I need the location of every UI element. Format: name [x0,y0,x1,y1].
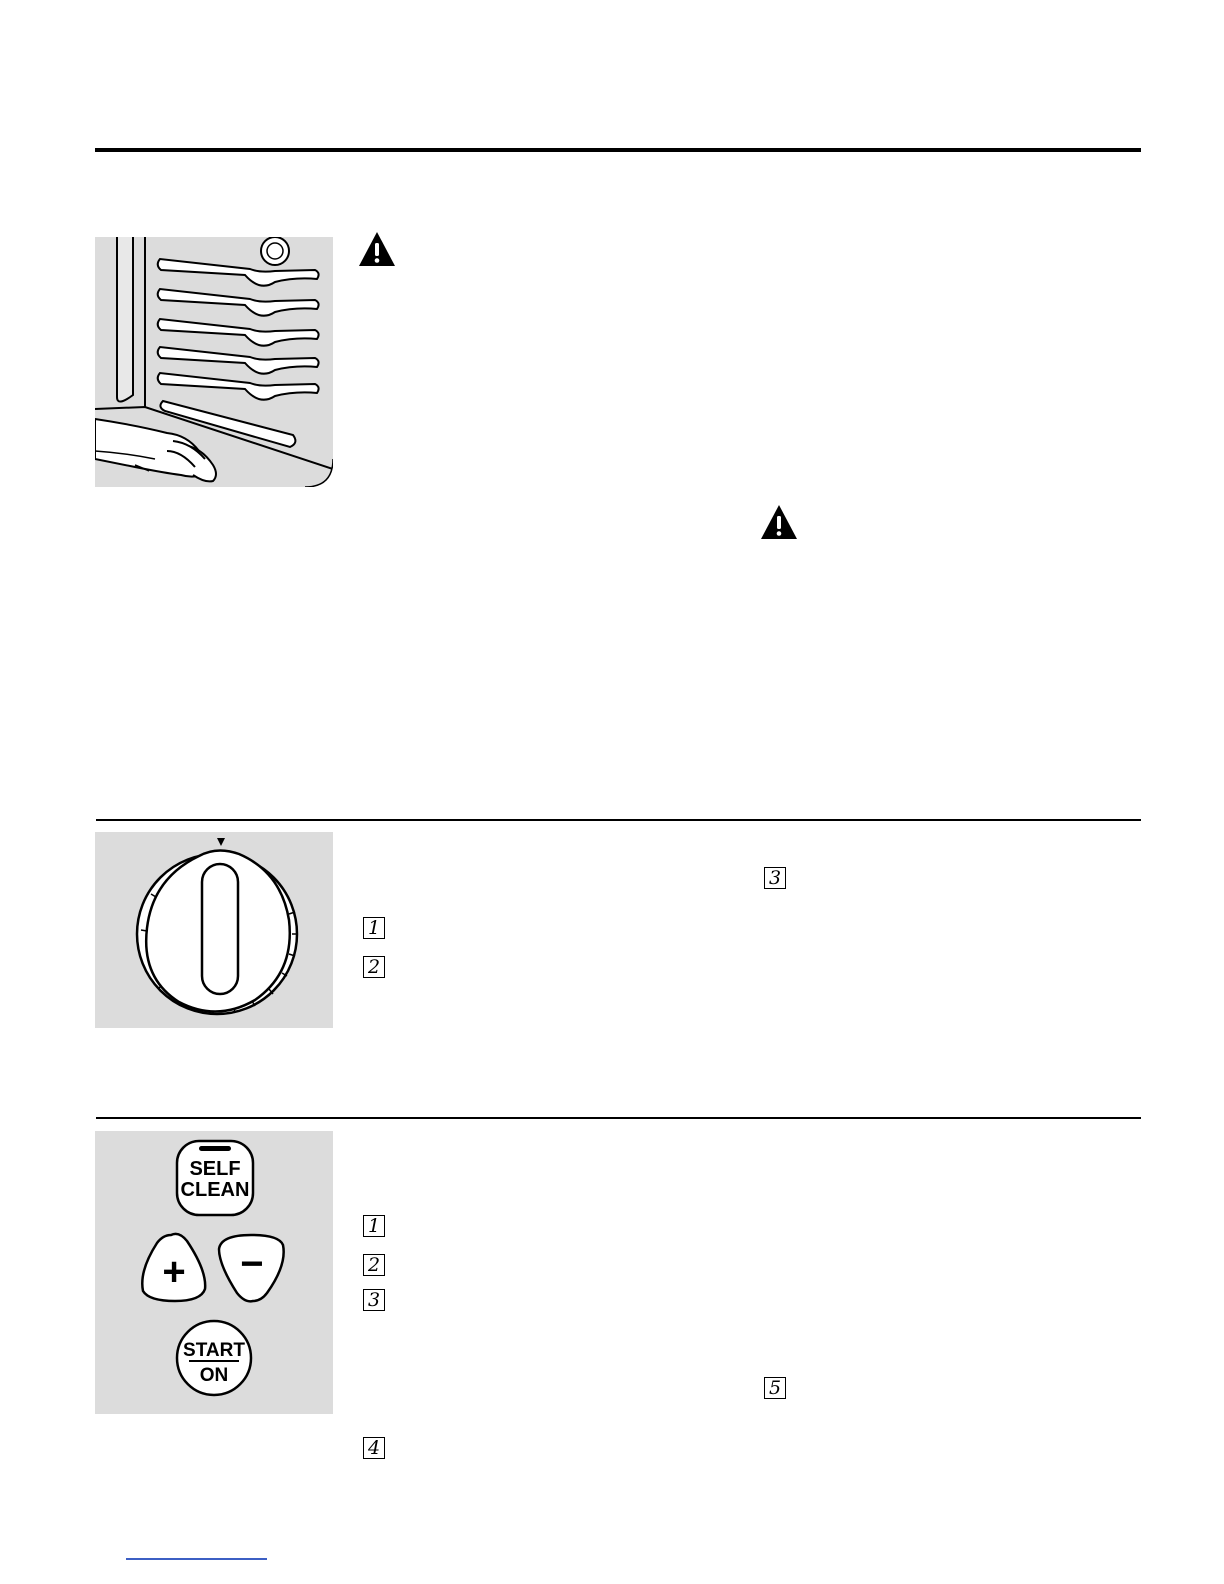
oven-interior-drawing [95,237,333,487]
warning-triangle-icon [759,503,799,541]
on-label: ON [199,1365,229,1386]
plus-pad [142,1234,205,1301]
footer-link-underline[interactable] [126,1558,267,1560]
step-number-4: 4 [363,1437,385,1459]
step-number-2: 2 [363,1254,385,1276]
start-label: START [183,1340,245,1361]
header-rule [95,148,1141,152]
step-number-5: 5 [764,1377,786,1399]
self-clean-touchpad-illustration [95,1131,333,1414]
step-number-3: 3 [764,867,786,889]
touchpad-drawing [95,1131,333,1414]
step-number-2: 2 [363,956,385,978]
control-knob-drawing [95,832,333,1028]
self-clean-label-line1: SELF [189,1158,241,1180]
section-divider [96,1117,1141,1119]
step-number-1: 1 [363,917,385,939]
minus-pad [219,1235,284,1301]
oven-interior-wipe-illustration [95,237,333,487]
start-on-pad [177,1321,251,1395]
plus-icon: + [162,1250,186,1294]
step-number-3: 3 [363,1289,385,1311]
self-clean-label-line2: CLEAN [180,1179,250,1201]
self-clean-pad [177,1141,253,1215]
oven-control-knob-illustration [95,832,333,1028]
step-number-1: 1 [363,1215,385,1237]
warning-triangle-icon [357,230,397,268]
minus-icon: − [240,1242,264,1286]
section-divider [96,819,1141,821]
